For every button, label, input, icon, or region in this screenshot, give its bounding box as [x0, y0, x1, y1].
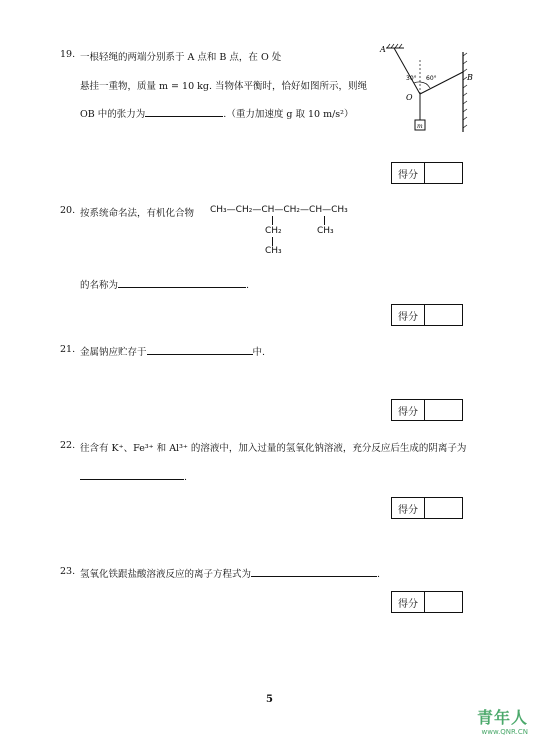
q20-score-box: [391, 304, 463, 326]
q19-figure: [370, 40, 482, 136]
angle-arc-30: [414, 82, 420, 83]
angle-arc-60: [420, 82, 430, 88]
q22-number: 22.: [60, 440, 76, 451]
rope-OA: [394, 48, 420, 94]
q19-line1: 一根轻绳的两端分别系于 A 点和 B 点，在 O 处: [80, 52, 282, 63]
score-label: 得分: [392, 592, 425, 612]
q19-line3-suffix: .（重力加速度 g 取 10 m/s²）: [223, 109, 354, 120]
q19-line2: 悬挂一重物，质量 m = 10 kg. 当物体平衡时，恰好如图所示，则绳: [80, 81, 368, 92]
q22-score-box: [391, 497, 463, 519]
ceiling-hatch: [387, 44, 402, 48]
watermark-sub: www.QNR.CN: [481, 728, 528, 736]
q20-number: 20.: [60, 205, 76, 216]
page-number: 5: [266, 694, 273, 705]
q20-branch1-bond: [272, 216, 273, 225]
watermark: [477, 705, 528, 736]
rope-diagram: [370, 40, 482, 136]
q21-answer-blank[interactable]: [147, 345, 253, 355]
q21-number: 21.: [60, 344, 76, 355]
q20-answer-suffix: .: [246, 280, 250, 291]
q19-line3-text: OB 中的张力为: [80, 109, 146, 120]
q22-answer-line: [80, 470, 187, 483]
q20-formula-main: CH₃—CH₂—CH—CH₂—CH—CH₃: [210, 205, 348, 215]
score-input-cell[interactable]: [425, 400, 462, 420]
q19-line3: [80, 106, 353, 120]
label-angle-30: 30°: [406, 75, 417, 82]
q21-text: 金属钠应贮存于: [80, 347, 147, 358]
score-label: 得分: [392, 305, 425, 325]
score-label: 得分: [392, 400, 425, 420]
label-angle-60: 60°: [426, 75, 437, 82]
q21-line: [80, 344, 265, 358]
score-label: 得分: [392, 163, 425, 183]
q23-line: [80, 566, 380, 580]
q19-number: 19.: [60, 49, 76, 60]
q20-branch1-a: CH₂: [265, 226, 282, 236]
q23-score-box: [391, 591, 463, 613]
wall-hatch: [463, 53, 467, 128]
label-m: m: [417, 123, 423, 130]
label-O: O: [406, 93, 413, 102]
q20-branch2: CH₃: [317, 226, 334, 236]
score-input-cell[interactable]: [425, 305, 462, 325]
q22-answer-blank[interactable]: [80, 470, 184, 480]
q22-text: 往含有 K⁺、Fe³⁺ 和 Al³⁺ 的溶液中，加入过量的氢氧化钠溶液，充分反应后生成的阴离子为: [80, 443, 467, 454]
label-B: B: [467, 73, 473, 82]
label-A: A: [380, 45, 386, 54]
q21-score-box: [391, 399, 463, 421]
q20-answer-line: [80, 277, 249, 291]
q20-branch1-b: CH₃: [265, 246, 282, 256]
q19-score-box: [391, 162, 463, 184]
q20-answer-blank[interactable]: [118, 278, 246, 288]
q20-branch2-bond: [324, 216, 325, 225]
q23-text: 氢氧化铁跟盐酸溶液反应的离子方程式为: [80, 569, 252, 580]
score-label: 得分: [392, 498, 425, 518]
q21-suffix: 中.: [252, 347, 266, 358]
q19-answer-blank[interactable]: [145, 107, 223, 117]
q22-suffix: .: [184, 472, 188, 483]
q23-answer-blank[interactable]: [251, 567, 377, 577]
q20-branch1-bond2: [272, 237, 273, 246]
q23-number: 23.: [60, 566, 76, 577]
watermark-main: 青年人: [476, 708, 528, 727]
score-input-cell[interactable]: [425, 592, 462, 612]
q23-suffix: .: [377, 569, 381, 580]
score-input-cell[interactable]: [425, 498, 462, 518]
q20-answer-prefix: 的名称为: [80, 280, 119, 291]
q20-text: 按系统命名法，有机化合物: [80, 208, 195, 219]
score-input-cell[interactable]: [425, 163, 462, 183]
